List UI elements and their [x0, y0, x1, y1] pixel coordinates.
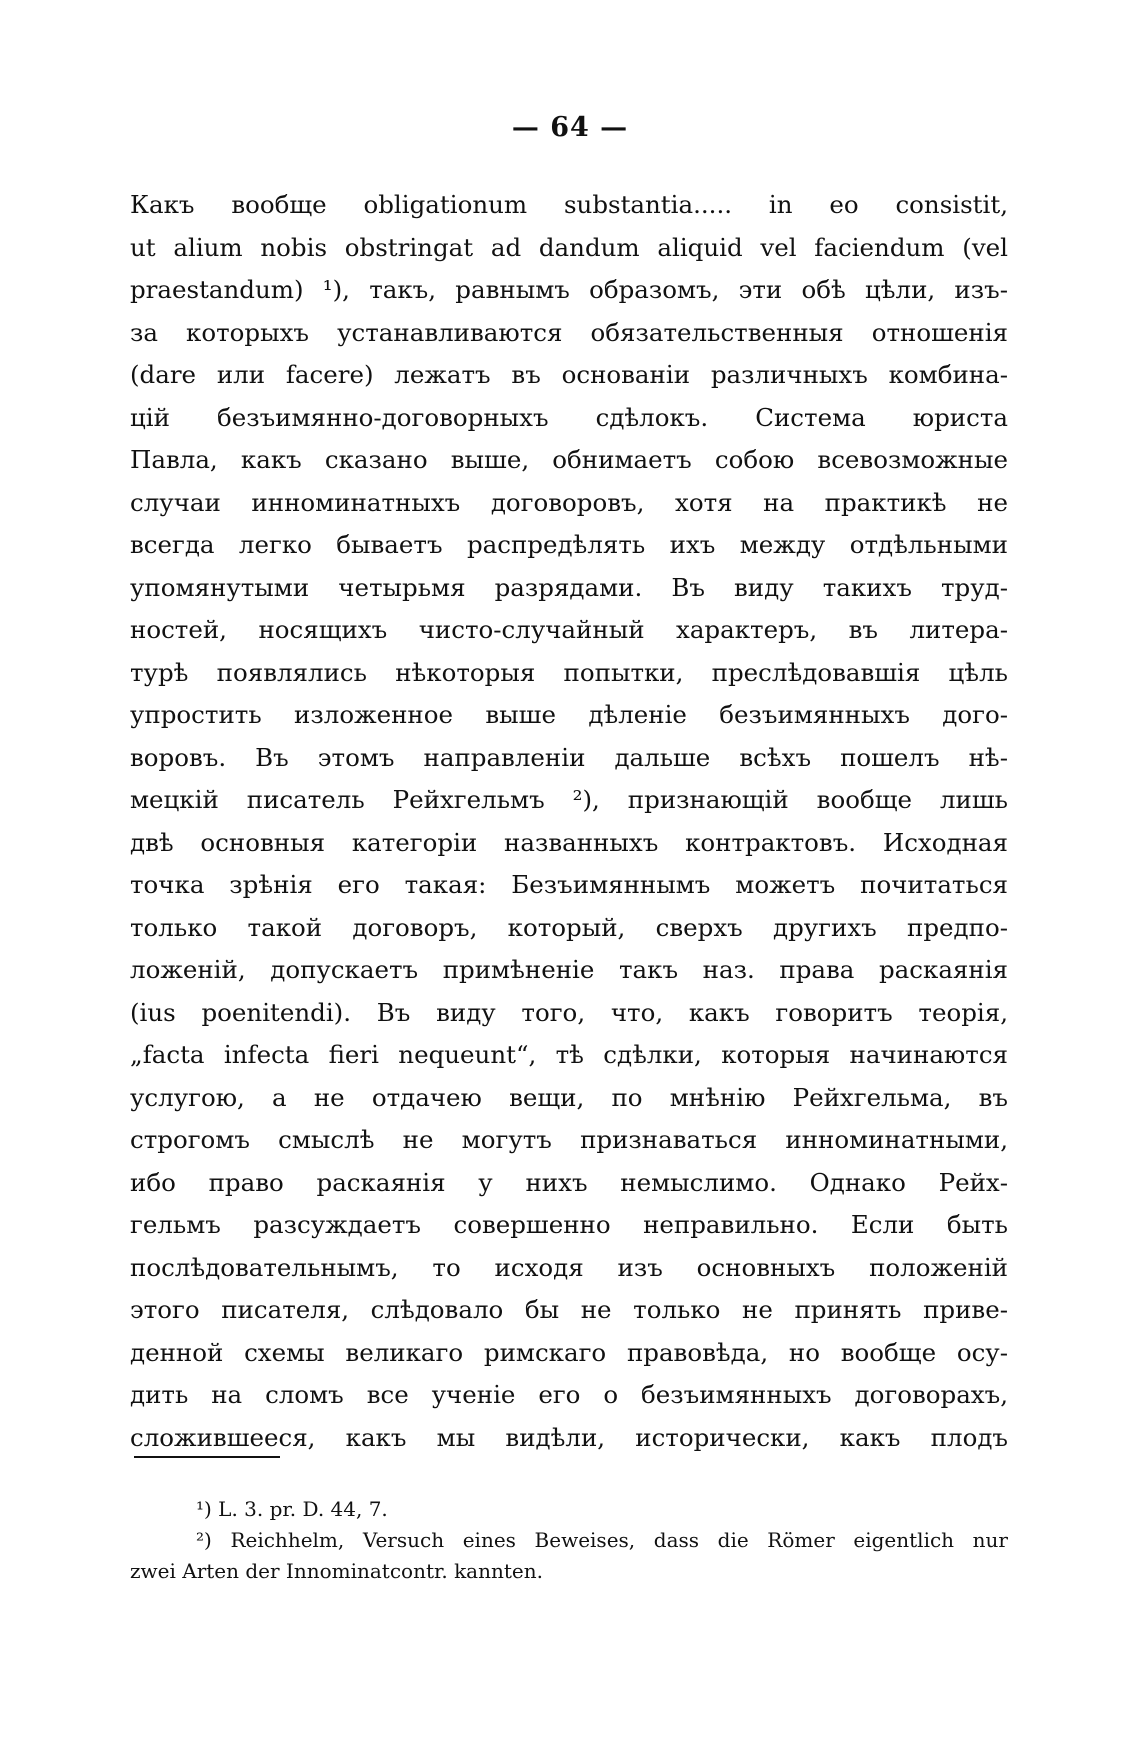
text-line: двѣ основныя категоріи названныхъ контрактовъ. Исходная [130, 827, 1008, 857]
footnote-divider [134, 1456, 280, 1458]
text-line: турѣ появлялись нѣкоторыя попытки, преслѣдовавшія цѣль [130, 657, 1008, 687]
text-line: сложившееся, какъ мы видѣли, исторически, какъ плодъ [130, 1422, 1008, 1452]
text-line: этого писателя, слѣдовало бы не только не принять приве- [130, 1295, 1008, 1324]
body-text [130, 184, 1008, 1459]
text-line: (dare или facere) лежатъ въ основаніи различныхъ комбина- [130, 360, 1008, 389]
footnotes [130, 1494, 1008, 1587]
text-line: „facta infecta fieri nequeunt“, тѣ сдѣлки, которыя начинаются [130, 1040, 1008, 1069]
text-line: praestandum) ¹), такъ, равнымъ образомъ, эти обѣ цѣли, изъ- [130, 275, 1008, 304]
text-line: строгомъ смыслѣ не могутъ признаваться инноминатными, [130, 1125, 1008, 1154]
text-line: Павла, какъ сказано выше, обнимаетъ собою всевозможные [130, 445, 1008, 474]
text-line: Какъ вообще obligationum substantia..... in eo consistit, [130, 190, 1008, 219]
text-line: послѣдовательнымъ, то исходя изъ основныхъ положеній [130, 1252, 1008, 1282]
page-number: — 64 — [511, 112, 629, 143]
text-line: точка зрѣнія его такая: Безъимяннымъ можетъ почитаться [130, 870, 1008, 899]
footnote-1: ¹) L. 3. pr. D. 44, 7. [196, 1497, 388, 1521]
text-line: денной схемы великаго римскаго правовѣда, но вообще осу- [130, 1337, 1008, 1367]
footnote-2-line-2: zwei Arten der Innominatcontr. kannten. [130, 1559, 543, 1583]
text-line: только такой договоръ, который, сверхъ другихъ предпо- [130, 912, 1008, 942]
text-line: цій безъимянно-договорныхъ сдѣлокъ. Система юриста [130, 402, 1008, 432]
text-line: мецкій писатель Рейхгельмъ ²), признающій вообще лишь [130, 785, 1008, 814]
text-line: гельмъ разсуждаетъ совершенно неправильно. Если быть [130, 1210, 1008, 1239]
text-line: ибо право раскаянія у нихъ немыслимо. Однако Рейх- [130, 1167, 1008, 1197]
text-line: упомянутыми четырьмя разрядами. Въ виду такихъ труд- [130, 572, 1008, 602]
text-line: услугою, а не отдачею вещи, по мнѣнію Рейхгельма, въ [130, 1082, 1008, 1112]
text-line: ut alium nobis obstringat ad dandum aliquid vel faciendum (vel [130, 232, 1008, 262]
text-line: воровъ. Въ этомъ направленіи дальше всѣхъ пошелъ нѣ- [130, 742, 1008, 772]
text-line: упростить изложенное выше дѣленіе безъимянныхъ дого- [130, 700, 1008, 729]
footnote-2-line-1: ²) Reichhelm, Versuch eines Beweises, dass die Römer eigentlich nur [196, 1528, 1008, 1552]
text-line: дить на сломъ все ученіе его о безъимянныхъ договорахъ, [130, 1380, 1008, 1409]
text-line: всегда легко бываетъ распредѣлять ихъ между отдѣльными [130, 530, 1008, 559]
text-line: (ius poenitendi). Въ виду того, что, какъ говоритъ теорія, [130, 997, 1008, 1027]
text-line: случаи инноминатныхъ договоровъ, хотя на практикѣ не [130, 487, 1008, 517]
text-line: за которыхъ устанавливаются обязательственныя отношенія [130, 317, 1008, 347]
text-line: ложеній, допускаетъ примѣненіе такъ наз. права раскаянія [130, 955, 1008, 984]
text-line: ностей, носящихъ чисто-случайный характеръ, въ литера- [130, 615, 1008, 644]
